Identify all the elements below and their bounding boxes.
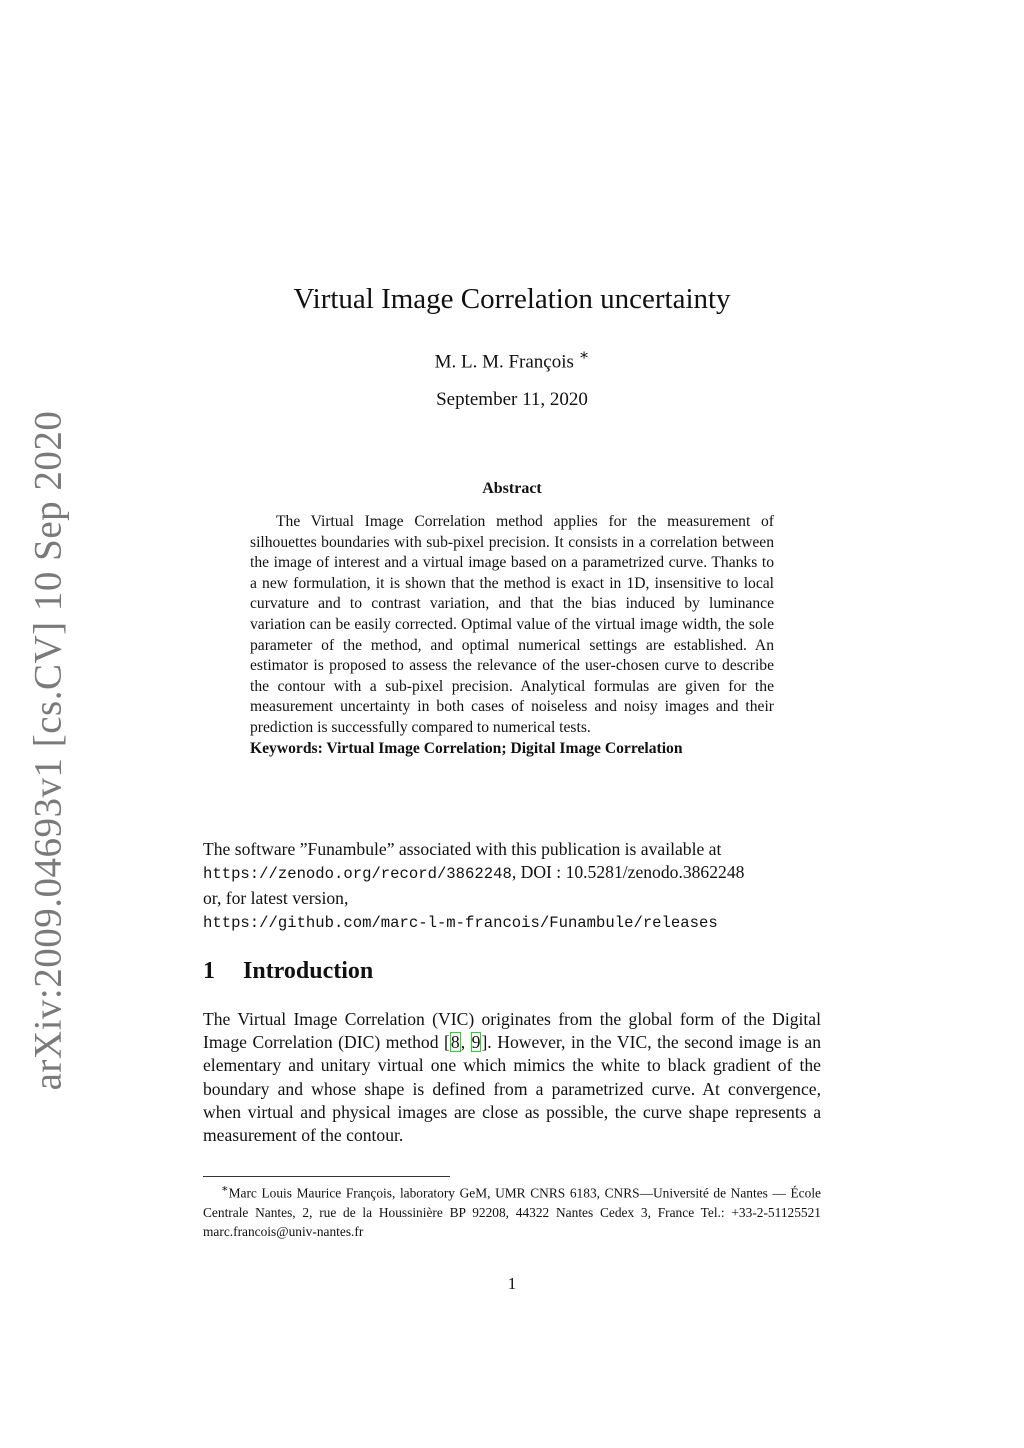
software-line: The software ”Funambule” associated with this publication is available at [203,839,722,859]
footnote-text: Marc Louis Maurice François, laboratory GeM, UMR CNRS 6183, CNRS—Université de Nantes — École Centrale Nantes, 2, rue de la Houssinière BP 92208, 44322 Nantes Cedex 3, France Tel.: +33-2-51125521 marc.francois@univ-nantes.fr [203,1185,821,1240]
keywords [250,739,774,760]
arxiv-stamp [18,410,78,1090]
abstract-body: The Virtual Image Correlation method applies for the measurement of silhouettes boundaries with sub-pixel precision. It consists in a correlation between the image of interest and a virtual image based on a parametrized curve. Thanks to a new formulation, it is shown that the method is exact in 1D, insensitive to local curvature and to contrast variation, and that the bias induced by luminance variation can be easily corrected. Optimal value of the virtual image width, the sole parameter of the method, and optimal numerical settings are established. An estimator is proposed to assess the relevance of the user-chosen curve to describe the contour with a sub-pixel precision. Analytical formulas are given for the measurement uncertainty in both cases of noiseless and noisy images and their prediction is successfully compared to numerical tests. [250,513,774,736]
software-latest-line: or, for latest version, [203,887,349,908]
abstract-block [250,512,774,759]
intro-text-end: ]. However, in the VIC, the second image is an elementary and unitary virtual one which mimics the white to black gradient of the boundary and whose shape is defined from a parametrized curve. At convergence, when virtual and physical images are close as possible, the curve shape represents a measurement of the contour. [203,1032,822,1146]
section-number: 1 [203,958,215,984]
keywords-text: Virtual Image Correlation; Digital Image Correlation [326,739,683,757]
keywords-label: Keywords: [250,739,323,757]
footnote-text-line [203,1180,821,1242]
citation-link[interactable]: 8 [450,1032,460,1053]
page-number: 1 [507,1274,517,1293]
github-link[interactable]: https://github.com/marc-l-m-francois/Funambule/releases [203,913,718,932]
author-name: M. L. M. François [434,351,574,373]
footnote [203,1180,821,1242]
paper-title: Virtual Image Correlation uncertainty [293,283,731,315]
section-title: Introduction [243,958,374,984]
software-note [203,838,821,935]
footnote-rule [203,1176,450,1177]
intro-text [203,1008,821,1147]
author-line [0,345,1024,373]
section-heading [203,958,373,985]
paper-date: September 11, 2020 [436,389,588,410]
citation-separator: , [460,1032,471,1053]
software-url-line [203,861,821,886]
doi-text: , DOI : 10.5281/zenodo.3862248 [511,862,745,883]
intro-paragraph [203,1008,821,1147]
footnote-mark: ∗ [221,1183,229,1195]
citation-link[interactable]: 9 [471,1032,481,1053]
abstract-heading: Abstract [482,480,542,497]
arxiv-id: arXiv:2009.04693v1 [cs.CV] 10 Sep 2020 [26,410,70,1090]
intro-text-start: The Virtual Image Correlation (VIC) originates from the global form of the Digital Image Correlation (DIC) method [ [203,1009,821,1053]
author-footnote-mark[interactable]: ∗ [578,347,590,364]
github-line [203,910,821,935]
zenodo-link[interactable]: https://zenodo.org/record/3862248 [203,865,512,884]
